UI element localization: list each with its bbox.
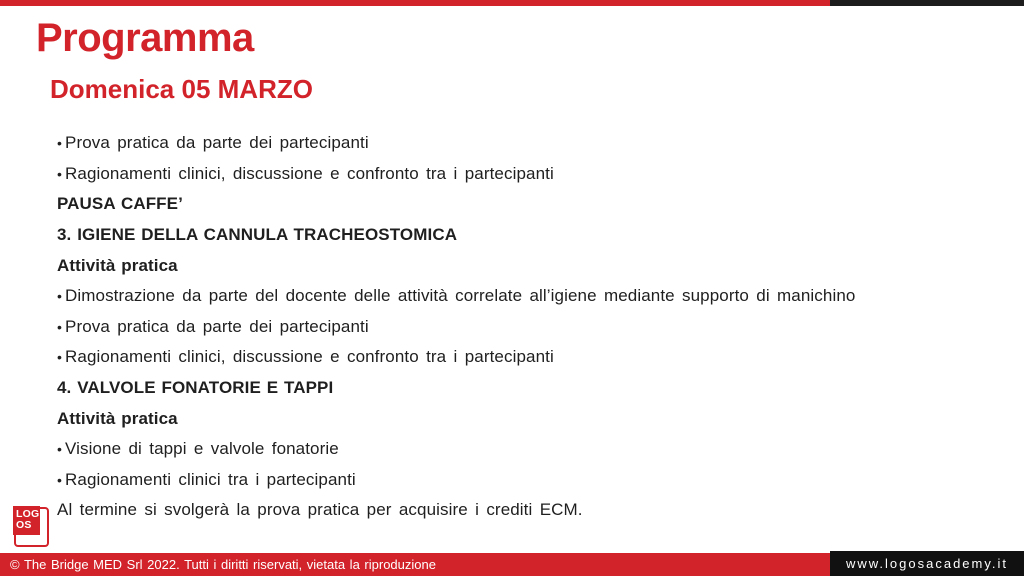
programme-line-text: PAUSA CAFFE’ <box>57 194 183 214</box>
programme-line <box>57 312 1007 343</box>
programme-line <box>57 128 1007 159</box>
programme-line <box>57 159 1007 190</box>
programme-line <box>57 342 1007 373</box>
programme-line-text: 4. VALVOLE FONATORIE E TAPPI <box>57 378 334 398</box>
programme-line-text: Ragionamenti clinici tra i partecipanti <box>65 469 356 489</box>
bullet-glyph: • <box>57 441 63 458</box>
logos-logo <box>14 507 49 547</box>
programme-line-text: Visione di tappi e valvole fonatorie <box>65 439 339 459</box>
logo-text-line1: LOG <box>16 508 40 520</box>
bullet-glyph: • <box>57 288 63 305</box>
programme-line-text: Prova pratica da parte dei partecipanti <box>65 316 369 336</box>
bullet-glyph: • <box>57 349 63 366</box>
programme-line-text: Attività pratica <box>57 255 178 275</box>
programme-line <box>57 373 1007 404</box>
website-url: www.logosacademy.it <box>845 556 1009 571</box>
programme-line <box>57 465 1007 496</box>
programme-line <box>57 250 1007 281</box>
slide-title: Programma <box>36 16 254 60</box>
programme-line-text: Attività pratica <box>57 408 178 428</box>
website-box <box>830 551 1024 576</box>
copyright-text: © The Bridge MED Srl 2022. Tutti i diritti riservati, vietata la riproduzione <box>10 557 436 572</box>
bullet-glyph: • <box>57 135 63 152</box>
logo-text <box>13 506 40 535</box>
programme-line-text: Ragionamenti clinici, discussione e confronto tra i partecipanti <box>65 163 554 183</box>
programme-line <box>57 495 1007 526</box>
programme-line <box>57 281 1007 312</box>
bullet-glyph: • <box>57 318 63 335</box>
programme-line <box>57 434 1007 465</box>
programme-line <box>57 403 1007 434</box>
programme-list <box>57 128 1007 526</box>
programme-line-text: Ragionamenti clinici, discussione e confronto tra i partecipanti <box>65 347 554 367</box>
programme-line-text: Dimostrazione da parte del docente delle attività correlate all’igiene mediante supporto di manichino <box>65 286 856 306</box>
slide-subtitle: Domenica 05 MARZO <box>50 74 313 104</box>
programme-line <box>57 189 1007 220</box>
bullet-glyph: • <box>57 165 63 182</box>
programme-line <box>57 220 1007 251</box>
top-accent-bar-black <box>830 0 1024 6</box>
programme-line-text: Al termine si svolgerà la prova pratica per acquisire i crediti ECM. <box>57 500 583 520</box>
programme-line-text: Prova pratica da parte dei partecipanti <box>65 133 369 153</box>
logo-text-line2: OS <box>16 519 32 532</box>
programme-line-text: 3. IGIENE DELLA CANNULA TRACHEOSTOMICA <box>57 225 458 245</box>
top-accent-bar-red <box>0 0 830 6</box>
footer-bar <box>0 553 832 576</box>
bullet-glyph: • <box>57 471 63 488</box>
